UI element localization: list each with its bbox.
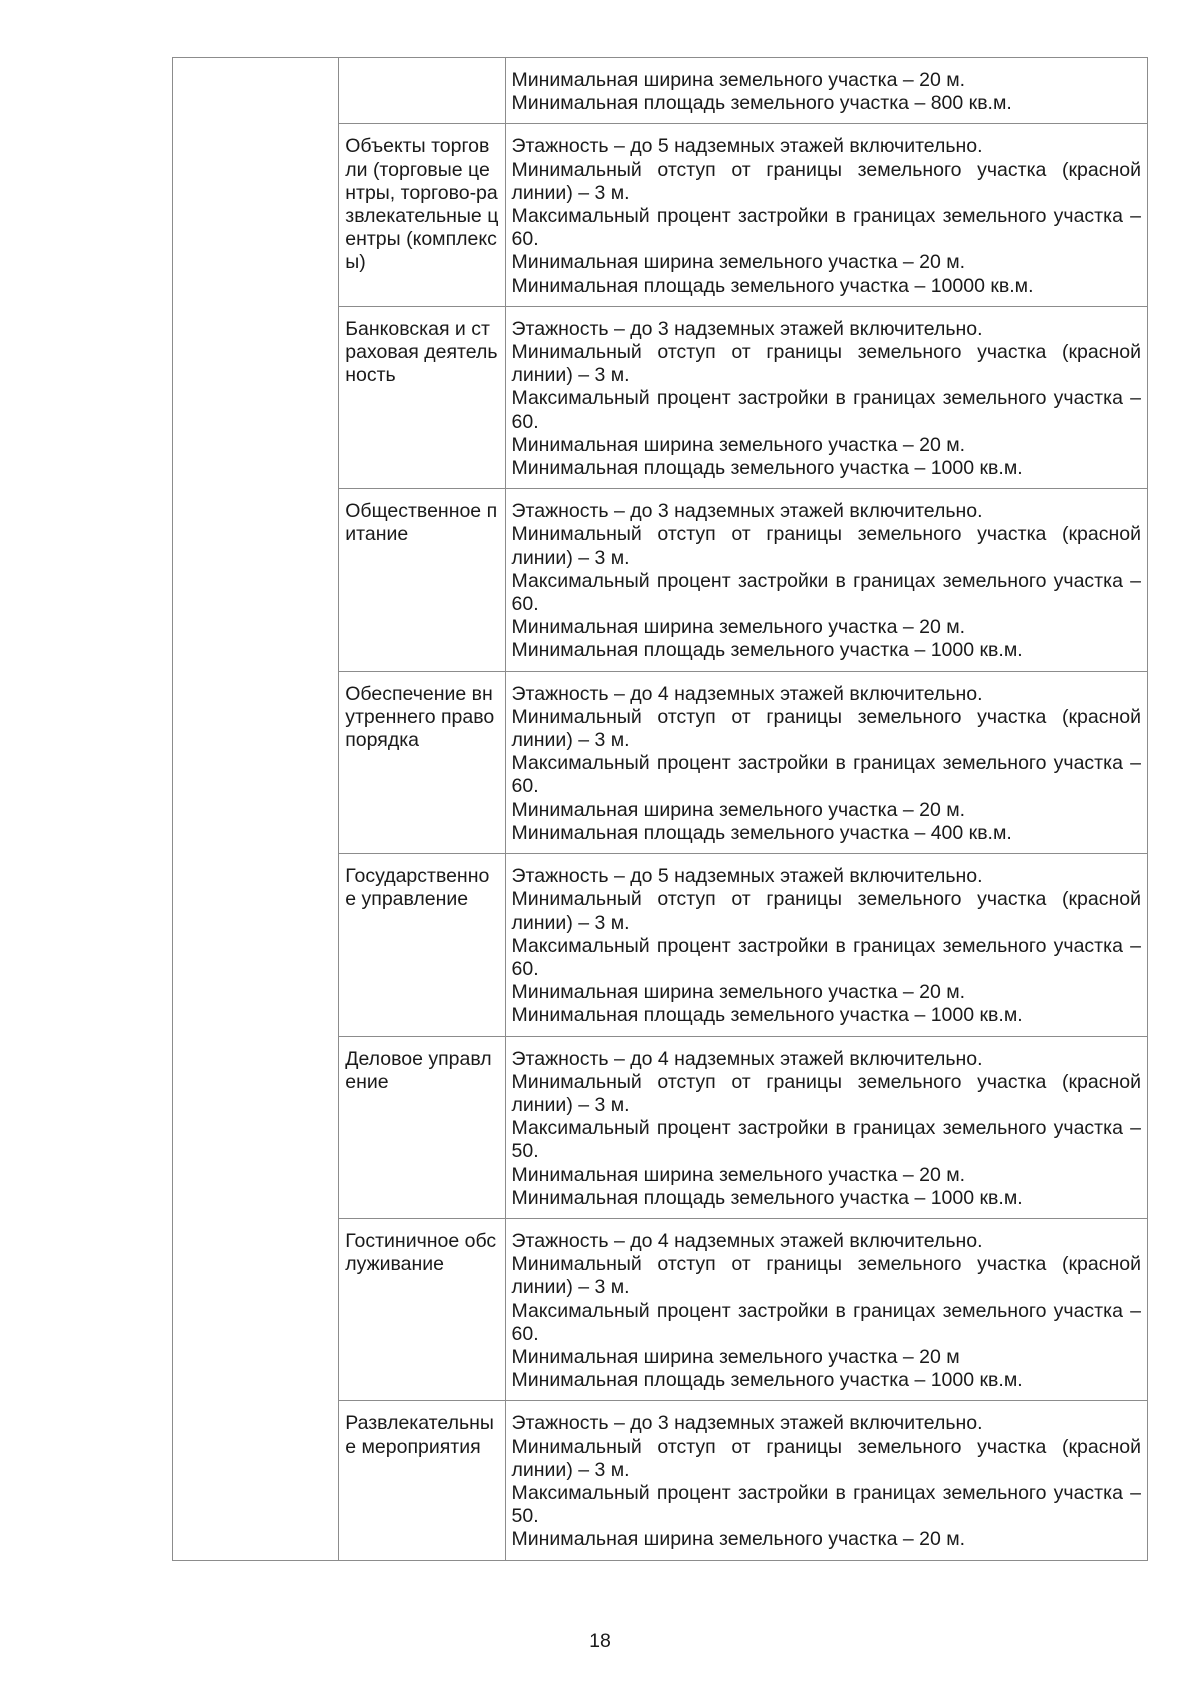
zone-cell (173, 58, 339, 1561)
parameter-text: Этажность – до 5 надземных этажей включительно. (511, 865, 983, 888)
parameter-text: Минимальная площадь земельного участка – 1000 кв.м. (511, 457, 1023, 480)
parameters-cell (505, 489, 1148, 671)
use-type-name: Общественное питание (345, 500, 498, 546)
parameter-text: Этажность – до 3 надземных этажей включительно. (511, 317, 983, 340)
use-type-name: Объекты торговли (торговые центры, торгово-развлекательные центры (комплексы) (345, 135, 499, 274)
use-type-cell (339, 854, 505, 1036)
parameter-text: Этажность – до 3 надземных этажей включительно. (511, 500, 983, 523)
use-type-name: Обеспечение внутреннего правопорядка (345, 682, 495, 752)
use-type-cell (339, 1401, 505, 1560)
parameters-cell (505, 1401, 1148, 1560)
use-type-name: Государственное управление (345, 865, 490, 911)
parameter-text: Минимальный отступ от границы земельного участка (красной линии) – 3 м. (511, 523, 1141, 569)
parameter-text: Минимальная ширина земельного участка – 20 м. (511, 1528, 966, 1551)
use-type-cell (339, 58, 505, 124)
parameter-text: Максимальный процент застройки в границах земельного участка – 60. (511, 934, 1141, 980)
parameter-text: Этажность – до 4 надземных этажей включительно. (511, 1229, 983, 1252)
use-type-cell (339, 1036, 505, 1218)
parameter-text: Этажность – до 4 надземных этажей включительно. (511, 1047, 983, 1070)
parameter-text: Минимальная ширина земельного участка – 20 м. (511, 251, 966, 274)
parameter-text: Максимальный процент застройки в границах земельного участка – 60. (511, 752, 1141, 798)
parameter-text: Этажность – до 4 надземных этажей включительно. (511, 682, 983, 705)
parameters-cell (505, 1036, 1148, 1218)
parameter-text: Минимальная площадь земельного участка – 10000 кв.м. (511, 274, 1034, 297)
use-type-name: Деловое управление (345, 1047, 492, 1093)
parameter-text: Минимальный отступ от границы земельного участка (красной линии) – 3 м. (511, 341, 1141, 387)
use-type-name: Гостиничное обслуживание (345, 1229, 497, 1276)
parameter-text: Максимальный процент застройки в границах земельного участка – 60. (511, 205, 1141, 251)
parameters-cell (505, 854, 1148, 1036)
parameter-text: Максимальный процент застройки в границах земельного участка – 60. (511, 387, 1141, 433)
parameter-text: Минимальная ширина земельного участка – 20 м. (511, 1163, 966, 1186)
use-type-cell (339, 671, 505, 853)
parameter-text: Максимальный процент застройки в границах земельного участка – 60. (511, 569, 1141, 616)
parameter-text: Минимальная площадь земельного участка – 1000 кв.м. (511, 639, 1023, 662)
use-type-cell (339, 489, 505, 671)
use-type-cell (339, 124, 505, 306)
parameter-text: Минимальная ширина земельного участка – 20 м. (511, 798, 966, 821)
parameter-text: Максимальный процент застройки в границах земельного участка – 60. (511, 1299, 1141, 1345)
parameters-cell (505, 306, 1148, 488)
parameter-text: Максимальный процент застройки в границах земельного участка – 50. (511, 1117, 1141, 1163)
parameter-text: Максимальный процент застройки в границах земельного участка – 50. (511, 1481, 1141, 1528)
parameter-text: Минимальная ширина земельного участка – 20 м. (511, 69, 966, 91)
parameter-text: Минимальный отступ от границы земельного участка (красной линии) – 3 м. (511, 1435, 1141, 1481)
parameter-text: Минимальная ширина земельного участка – 20 м (511, 1345, 960, 1368)
zoning-parameters-table (172, 57, 1148, 1561)
parameters-cell (505, 58, 1148, 124)
parameter-text: Минимальный отступ от границы земельного участка (красной линии) – 3 м. (511, 158, 1141, 204)
page-number: 18 (589, 1630, 611, 1652)
parameters-cell (505, 124, 1148, 306)
use-type-name: Банковская и страховая деятельность (345, 317, 498, 387)
parameter-text: Минимальная площадь земельного участка – 1000 кв.м. (511, 1004, 1023, 1027)
use-type-name: Развлекательные мероприятия (345, 1412, 494, 1458)
parameter-text: Минимальная ширина земельного участка – 20 м. (511, 981, 966, 1004)
parameters-cell (505, 1218, 1148, 1400)
parameter-text: Этажность – до 3 надземных этажей включительно. (511, 1412, 983, 1435)
parameter-text: Минимальный отступ от границы земельного участка (красной линии) – 3 м. (511, 705, 1141, 752)
parameter-text: Минимальная ширина земельного участка – 20 м. (511, 433, 966, 456)
parameter-text: Минимальная ширина земельного участка – 20 м. (511, 616, 966, 639)
parameters-cell (505, 671, 1148, 853)
use-type-cell (339, 1218, 505, 1400)
parameter-text: Минимальный отступ от границы земельного участка (красной линии) – 3 м. (511, 888, 1141, 934)
table-row (173, 58, 1148, 124)
parameter-text: Минимальная площадь земельного участка – 400 кв.м. (511, 821, 1012, 844)
parameter-text: Минимальный отступ от границы земельного участка (красной линии) – 3 м. (511, 1253, 1141, 1299)
parameter-text: Минимальная площадь земельного участка – 1000 кв.м. (511, 1186, 1023, 1209)
parameter-text: Минимальная площадь земельного участка – 800 кв.м. (511, 92, 1012, 115)
parameter-text: Минимальная площадь земельного участка – 1000 кв.м. (511, 1369, 1023, 1392)
use-type-cell (339, 306, 505, 488)
parameter-text: Этажность – до 5 надземных этажей включительно. (511, 135, 983, 158)
parameter-text: Минимальный отступ от границы земельного участка (красной линии) – 3 м. (511, 1070, 1141, 1116)
